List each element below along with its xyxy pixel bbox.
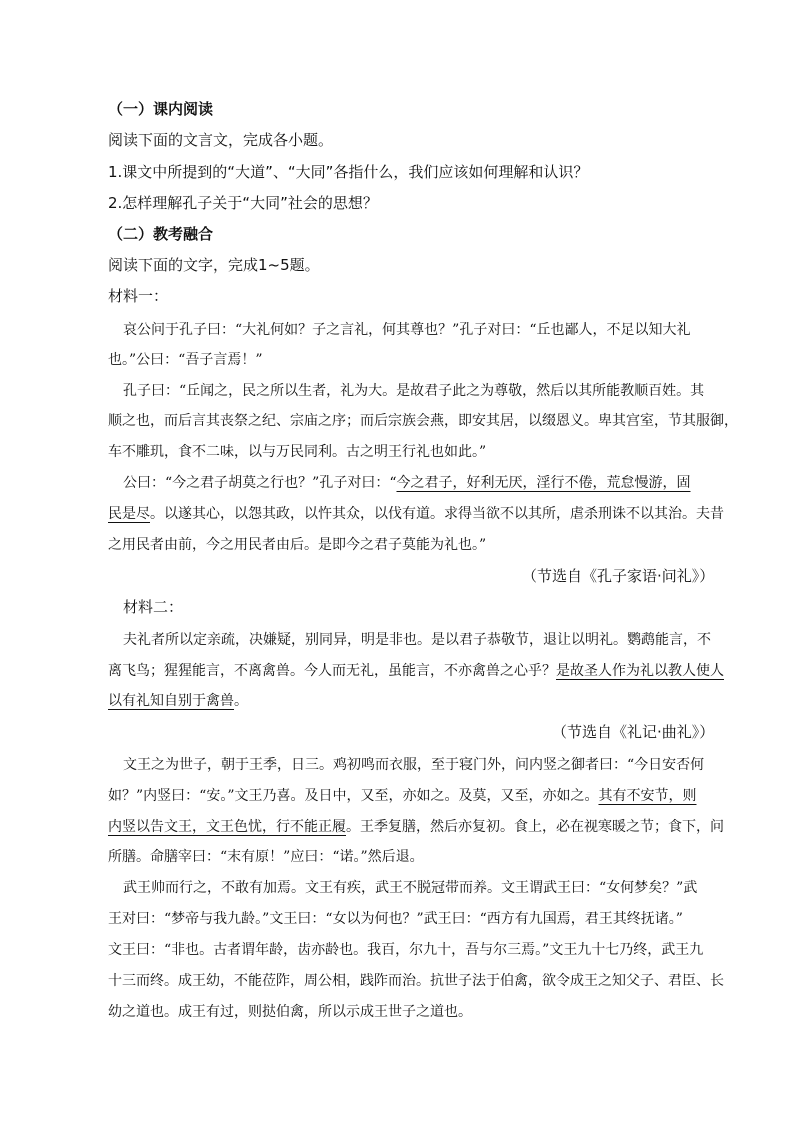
material-3-paragraph-1-line [108, 816, 724, 836]
underlined-text: 是故圣人作为礼以教人使人 [556, 663, 724, 679]
section-heading-in-class-reading: （一）课内阅读 [108, 100, 214, 118]
material-1-paragraph-2-line: 车不雕玑，食不二味，以与万民同利。古之明王行礼也如此。” [108, 444, 487, 460]
underlined-text: 其有不安节，则 [598, 788, 697, 804]
material-1-paragraph-2-line: 顺之也，而后言其丧祭之纪、宗庙之序；而后宗族会燕，即安其居，以缀恩义。卑其宫室，节其服御， [108, 413, 738, 429]
material-3-paragraph-2-line: 武王帅而行之，不敢有加焉。文王有疾，武王不脱冠带而养。文王谓武王曰：“女何梦矣？”武 [123, 880, 698, 896]
underlined-text: 民是尽 [108, 506, 150, 522]
material-1-paragraph-1-line: 哀公问于孔子曰：“大礼何如？子之言礼，何其尊也？”孔子对曰：“丘也鄙人，不足以知大礼 [123, 322, 691, 338]
material-3-paragraph-2-line: 文王曰：“非也。古者谓年龄，齿亦龄也。我百，尔九十，吾与尔三焉。”文王九十七乃终，武王九 [108, 942, 704, 958]
plain-text: 离飞鸟；猩猩能言，不离禽兽。今人而无礼，虽能言，不亦禽兽之心乎？ [108, 663, 556, 679]
material-3-paragraph-2-line: 幼之道也。成王有过，则挞伯禽，所以示成王世子之道也。 [108, 1004, 472, 1020]
plain-text: 。王季复膳，然后亦复初。食上，必在视寒暖之节；食下，问 [346, 819, 724, 835]
plain-text: 公曰：“今之君子胡莫之行也？”孔子对曰：“ [123, 475, 397, 491]
material-1-paragraph-3-line: 之用民者由前，今之用民者由后。是即今之君子莫能为礼也。” [108, 537, 487, 553]
plain-text: 如？”内竖曰：“安。”文王乃喜。及日中，又至，亦如之。及莫，又至，亦如之。 [108, 788, 599, 804]
question-2: 2.怎样理解孔子关于“大同”社会的思想？ [108, 194, 378, 212]
material-1-paragraph-2-line: 孔子曰：“丘闻之，民之所以生者，礼为大。是故君子此之为尊敬，然后以其所能教顺百姓。其 [123, 383, 705, 399]
section-heading-integration: （二）教考融合 [108, 225, 214, 243]
material-2-paragraph-line: 夫礼者所以定亲疏，决嫌疑，别同异，明是非也。是以君子恭敬节，退让以明礼。鹦鹉能言，不 [123, 632, 711, 648]
material-1-label: 材料一： [108, 287, 169, 305]
underlined-text: 以有礼知自别于禽兽 [108, 693, 234, 709]
material-2-paragraph-line [108, 660, 724, 680]
material-2-paragraph-line [108, 690, 248, 710]
question-1: 1.课文中所提到的“大道”、“大同”各指什么，我们应该如何理解和认识？ [108, 163, 589, 181]
section-instruction: 阅读下面的文字，完成1~5题。 [108, 256, 320, 274]
underlined-text: 内竖以告文王，文王色忧，行不能正履 [108, 819, 346, 835]
material-1-paragraph-3-line [108, 503, 724, 523]
plain-text: 。以遂其心，以怨其政，以忤其众，以伐有道。求得当欲不以其所，虐杀刑诛不以其治。夫昔 [150, 506, 724, 522]
section-instruction: 阅读下面的文言文，完成各小题。 [108, 131, 334, 149]
material-1-source: （节选自《孔子家语·问礼》） [522, 567, 715, 585]
material-2-source: （节选自《礼记·曲礼》） [552, 723, 715, 741]
plain-text: 。 [234, 693, 248, 709]
material-3-paragraph-1-line: 文王之为世子，朝于王季，日三。鸡初鸣而衣服，至于寝门外，问内竖之御者曰：“今日安否何 [123, 757, 705, 773]
underlined-text: 今之君子，好利无厌，淫行不倦，荒怠慢游，固 [396, 475, 691, 491]
material-3-paragraph-1-line [108, 785, 696, 805]
material-3-paragraph-2-line: 王对曰：“梦帝与我九龄。”文王曰：“女以为何也？”武王曰：“西方有九国焉，君王其终抚诸。” [108, 911, 683, 927]
material-3-paragraph-1-line: 所膳。命膳宰曰：“末有原！”应曰：“诺。”然后退。 [108, 849, 424, 865]
material-1-paragraph-3-line [123, 472, 690, 492]
material-3-paragraph-2-line: 十三而终。成王幼，不能莅阼，周公相，践阼而治。抗世子法于伯禽，欲令成王之知父子、君臣、长 [108, 973, 724, 989]
material-2-label: 材料二： [123, 598, 184, 616]
material-1-paragraph-1-line: 也。”公曰：“吾子言焉！” [108, 352, 263, 368]
